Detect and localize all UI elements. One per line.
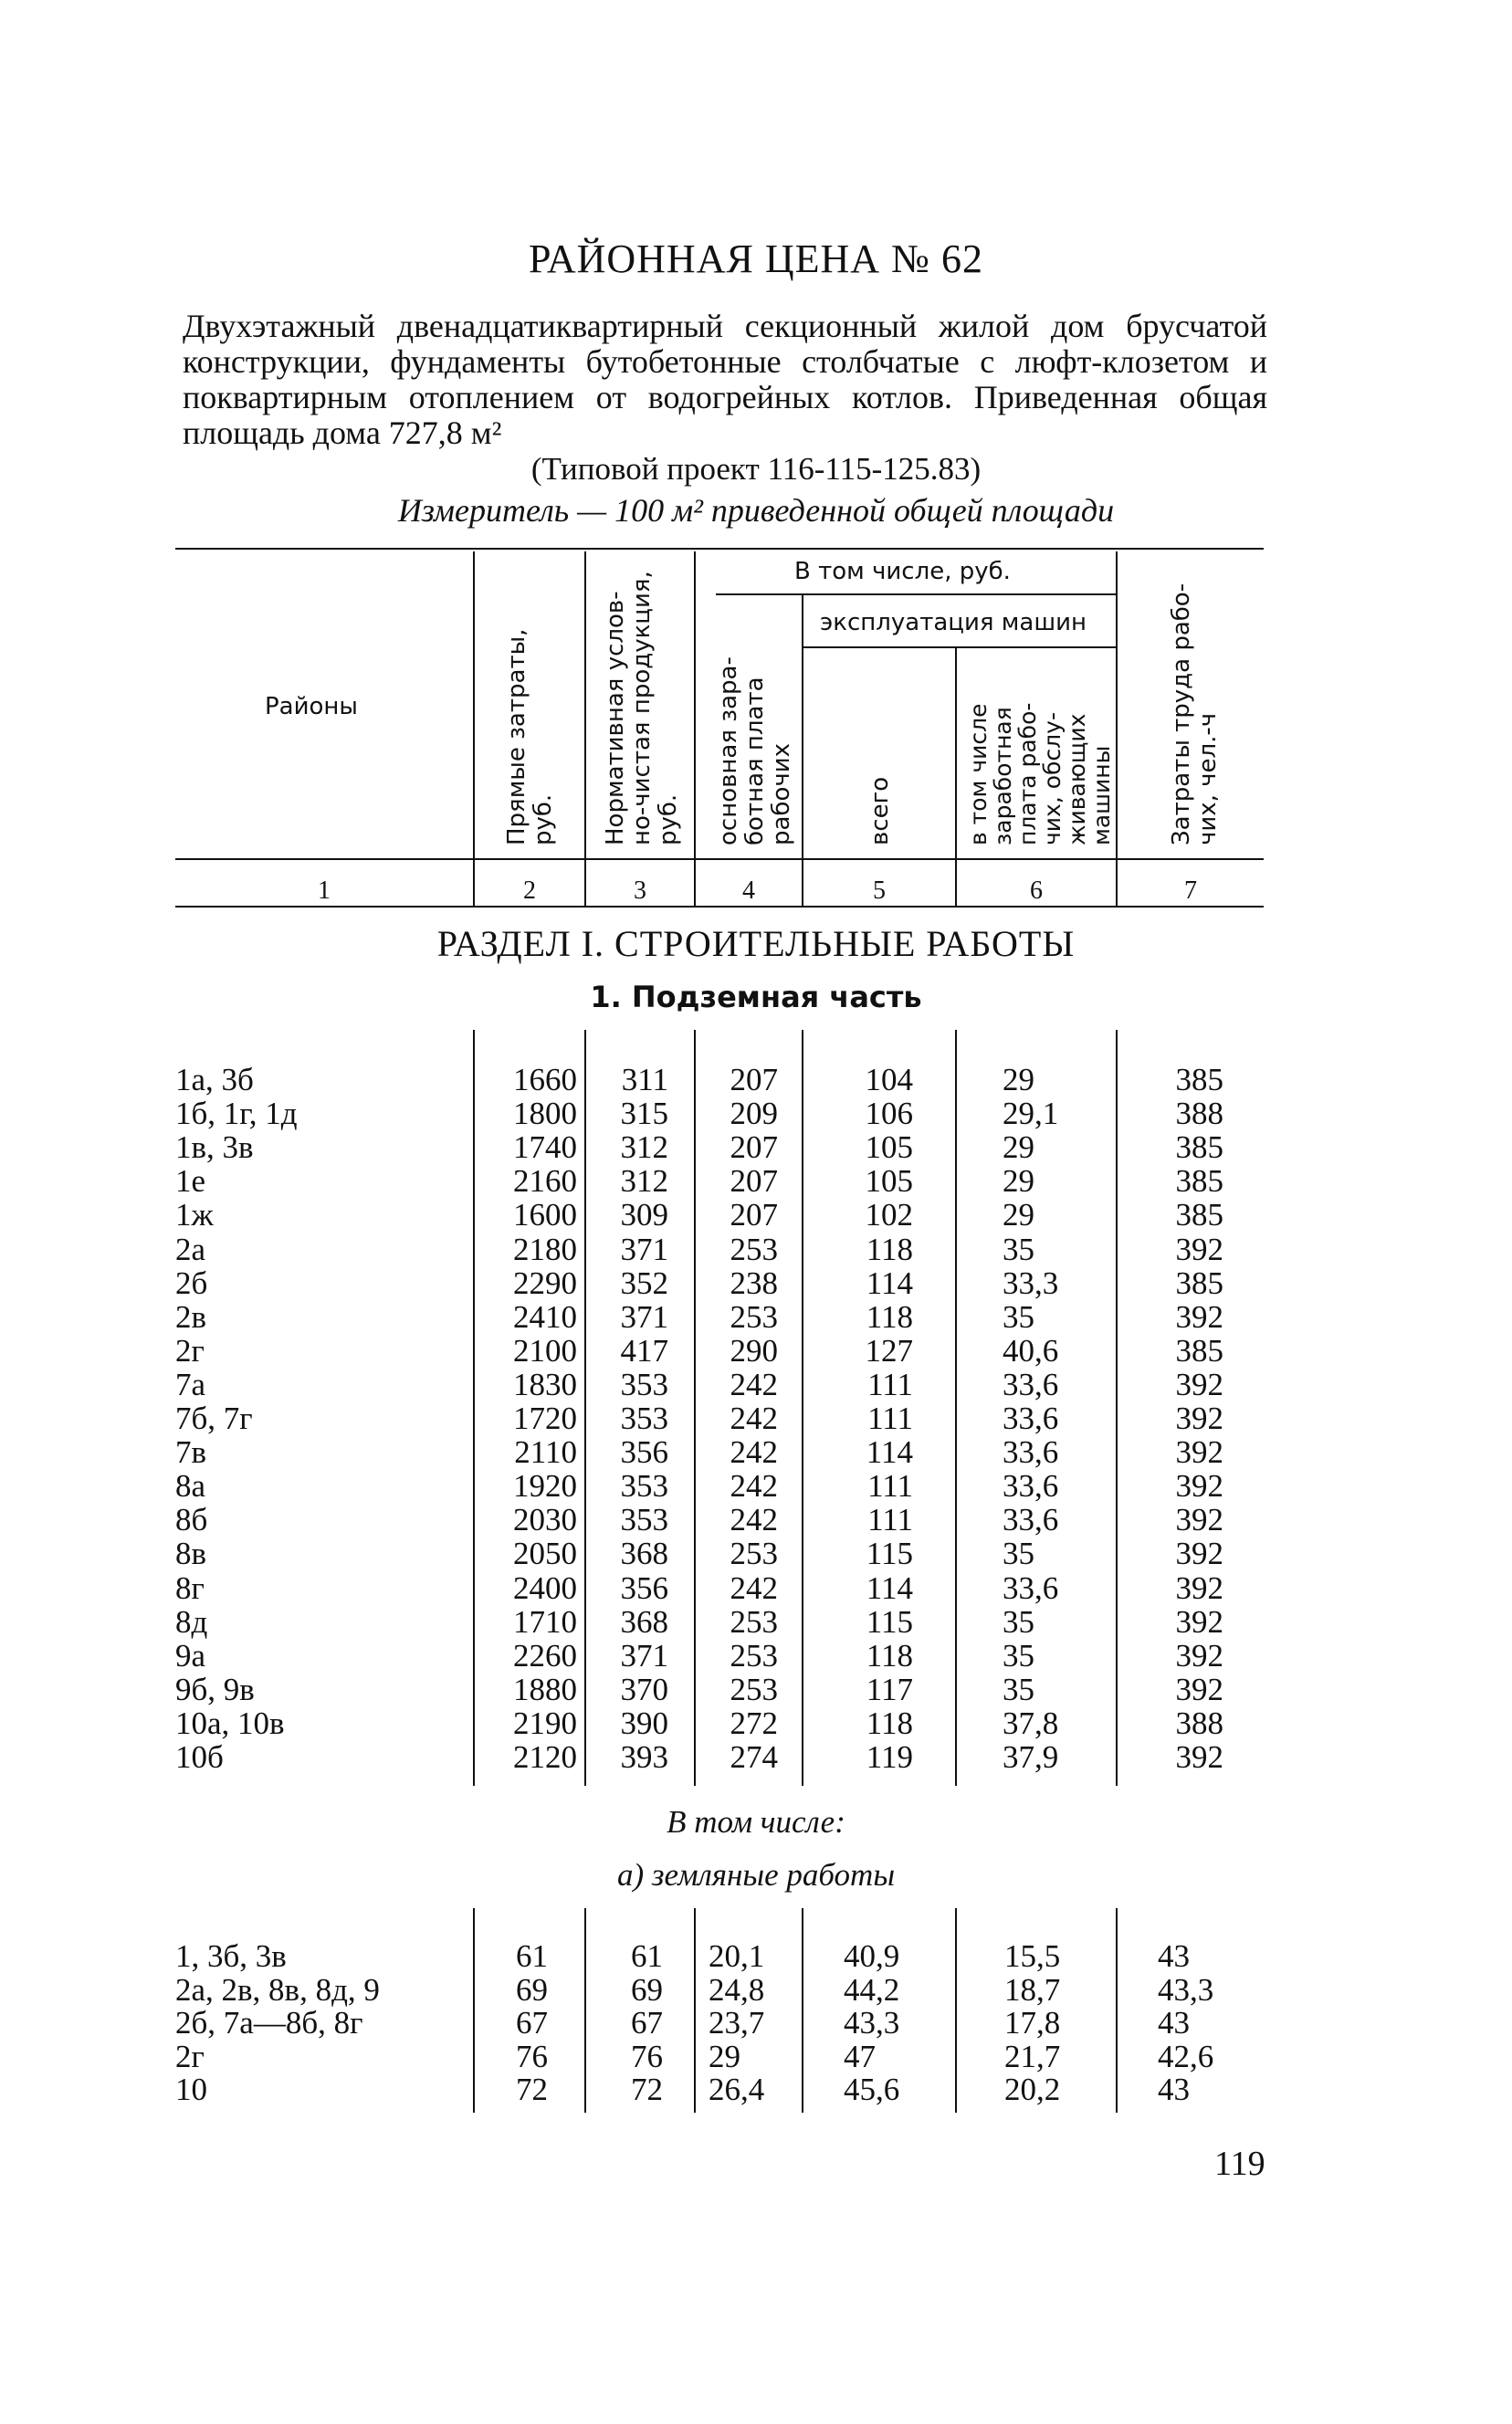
including-label: В том числе: xyxy=(667,1804,845,1840)
region-cell: 8в xyxy=(175,1536,207,1572)
labor-cell: 392 xyxy=(1175,1739,1223,1775)
table-row xyxy=(0,1740,1512,1774)
net-product-cell: 312 xyxy=(620,1129,668,1166)
region-cell: 10б xyxy=(175,1739,224,1775)
header-total: всего xyxy=(866,776,894,845)
header-including: В том числе, руб. xyxy=(794,558,1011,585)
direct-costs-cell: 2260 xyxy=(513,1637,577,1674)
net-product-cell: 353 xyxy=(620,1502,668,1538)
header-normative-net: Нормативная услов-но-чистая продукция, руб. xyxy=(602,571,682,845)
direct-costs-cell: 61 xyxy=(516,1938,548,1974)
header-regions: Районы xyxy=(265,693,358,720)
wage-cell: 20,1 xyxy=(709,1938,765,1974)
machine-total-cell: 106 xyxy=(865,1096,913,1132)
labor-cell: 385 xyxy=(1175,1129,1223,1166)
direct-costs-cell: 69 xyxy=(516,1971,548,2008)
machine-total-cell: 118 xyxy=(866,1705,913,1741)
wage-cell: 242 xyxy=(730,1502,778,1538)
column-number: 7 xyxy=(1184,876,1197,905)
net-product-cell: 67 xyxy=(631,2005,663,2041)
region-cell: 2г xyxy=(175,2038,205,2074)
net-product-cell: 312 xyxy=(620,1163,668,1200)
net-product-cell: 309 xyxy=(620,1197,668,1233)
net-product-cell: 371 xyxy=(620,1637,668,1674)
wage-cell: 253 xyxy=(730,1231,778,1267)
wage-cell: 253 xyxy=(730,1671,778,1707)
labor-cell: 392 xyxy=(1175,1468,1223,1505)
net-product-cell: 371 xyxy=(620,1298,668,1335)
machine-wage-cell: 35 xyxy=(1003,1637,1034,1674)
direct-costs-cell: 1830 xyxy=(513,1366,577,1402)
direct-costs-cell: 2100 xyxy=(513,1332,577,1369)
wage-cell: 253 xyxy=(730,1536,778,1572)
machine-total-cell: 102 xyxy=(865,1197,913,1233)
labor-cell: 392 xyxy=(1175,1231,1223,1267)
region-cell: 2г xyxy=(175,1332,205,1369)
labor-cell: 392 xyxy=(1175,1603,1223,1640)
wage-cell: 242 xyxy=(730,1366,778,1402)
machine-wage-cell: 29 xyxy=(1003,1163,1034,1200)
direct-costs-cell: 2120 xyxy=(513,1739,577,1775)
section-title: РАЗДЕЛ I. СТРОИТЕЛЬНЫЕ РАБОТЫ xyxy=(436,923,1076,964)
machine-total-cell: 104 xyxy=(865,1062,913,1097)
region-cell: 2б xyxy=(175,1264,208,1301)
colnum-bottom-rule xyxy=(175,906,1264,908)
machine-total-cell: 115 xyxy=(866,1536,913,1572)
table-row xyxy=(0,1266,1512,1300)
direct-costs-cell: 1800 xyxy=(513,1096,577,1132)
labor-cell: 385 xyxy=(1175,1062,1223,1097)
machine-total-cell: 115 xyxy=(866,1603,913,1640)
direct-costs-cell: 72 xyxy=(516,2072,548,2107)
net-product-cell: 315 xyxy=(620,1096,668,1132)
wage-cell: 207 xyxy=(730,1062,778,1097)
machine-wage-cell: 35 xyxy=(1003,1536,1034,1572)
machine-wage-cell: 15,5 xyxy=(1004,1938,1061,1974)
machine-total-cell: 105 xyxy=(865,1163,913,1200)
region-cell: 1в, 3в xyxy=(175,1129,254,1166)
region-cell: 7б, 7г xyxy=(175,1401,253,1436)
net-product-cell: 356 xyxy=(620,1569,668,1606)
machine-wage-cell: 29 xyxy=(1003,1062,1034,1097)
labor-cell: 392 xyxy=(1175,1569,1223,1606)
direct-costs-cell: 2160 xyxy=(513,1163,577,1200)
wage-cell: 242 xyxy=(730,1569,778,1606)
table-row xyxy=(0,1469,1512,1503)
wage-cell: 24,8 xyxy=(709,1971,765,2008)
header-incl-wage: в том числе заработная плата рабо-чих, обслу-живающих машины xyxy=(965,702,1115,845)
direct-costs-cell: 2110 xyxy=(514,1434,577,1471)
table-row xyxy=(0,1605,1512,1639)
net-product-cell: 72 xyxy=(631,2072,663,2107)
table-row xyxy=(0,1198,1512,1232)
machine-wage-cell: 17,8 xyxy=(1004,2005,1061,2041)
wage-cell: 253 xyxy=(730,1637,778,1674)
net-product-cell: 69 xyxy=(631,1971,663,2008)
direct-costs-cell: 1740 xyxy=(513,1129,577,1166)
region-cell: 9а xyxy=(175,1637,206,1674)
net-product-cell: 353 xyxy=(620,1468,668,1505)
machine-wage-cell: 33,3 xyxy=(1003,1264,1059,1301)
header-base-wage: основная зара-ботная плата рабочих xyxy=(715,656,795,845)
direct-costs-cell: 1660 xyxy=(513,1062,577,1097)
region-cell: 2в xyxy=(175,1298,207,1335)
header-labor: Затраты труда рабо-чих, чел.-ч xyxy=(1168,582,1222,845)
region-cell: 1а, 3б xyxy=(175,1062,254,1097)
machine-wage-cell: 33,6 xyxy=(1003,1401,1059,1436)
region-cell: 2а xyxy=(175,1231,206,1267)
machine-total-cell: 114 xyxy=(866,1569,913,1606)
machine-wage-cell: 29 xyxy=(1003,1197,1034,1233)
labor-cell: 43 xyxy=(1158,2072,1190,2107)
table-row xyxy=(0,1063,1512,1097)
labor-cell: 385 xyxy=(1175,1264,1223,1301)
machine-wage-cell: 35 xyxy=(1003,1298,1034,1335)
header-divider xyxy=(584,551,586,906)
machine-wage-cell: 29 xyxy=(1003,1129,1034,1166)
wage-cell: 274 xyxy=(730,1739,778,1775)
machine-total-cell: 127 xyxy=(865,1332,913,1369)
table-row xyxy=(0,2040,1512,2073)
labor-cell: 388 xyxy=(1175,1705,1223,1741)
machine-total-cell: 114 xyxy=(866,1264,913,1301)
header-divider xyxy=(955,648,957,906)
machine-wage-cell: 37,9 xyxy=(1003,1739,1059,1775)
wage-cell: 253 xyxy=(730,1603,778,1640)
column-number: 5 xyxy=(873,876,886,905)
machine-wage-cell: 33,6 xyxy=(1003,1468,1059,1505)
table-row xyxy=(0,1233,1512,1266)
machine-wage-cell: 18,7 xyxy=(1004,1971,1061,2008)
machine-total-cell: 45,6 xyxy=(844,2072,900,2107)
net-product-cell: 76 xyxy=(631,2038,663,2074)
net-product-cell: 370 xyxy=(620,1671,668,1707)
table-row xyxy=(0,1503,1512,1537)
labor-cell: 392 xyxy=(1175,1434,1223,1471)
labor-cell: 43,3 xyxy=(1158,1971,1214,2008)
machine-wage-cell: 37,8 xyxy=(1003,1705,1059,1741)
machine-wage-cell: 35 xyxy=(1003,1671,1034,1707)
net-product-cell: 61 xyxy=(631,1938,663,1974)
table-row xyxy=(0,2006,1512,2040)
column-number: 4 xyxy=(742,876,755,905)
header-divider xyxy=(1116,551,1118,906)
table-row xyxy=(0,1368,1512,1401)
table-row xyxy=(0,1639,1512,1673)
machine-total-cell: 111 xyxy=(867,1366,913,1402)
region-cell: 8г xyxy=(175,1569,205,1606)
region-cell: 1ж xyxy=(175,1197,214,1233)
labor-cell: 392 xyxy=(1175,1502,1223,1538)
table-row xyxy=(0,1939,1512,1973)
wage-cell: 253 xyxy=(730,1298,778,1335)
net-product-cell: 352 xyxy=(620,1264,668,1301)
machine-total-cell: 111 xyxy=(867,1468,913,1505)
column-number: 3 xyxy=(634,876,646,905)
project-reference: (Типовой проект 116-115-125.83) xyxy=(530,451,982,487)
machine-total-cell: 111 xyxy=(867,1502,913,1538)
direct-costs-cell: 76 xyxy=(516,2038,548,2074)
wage-cell: 209 xyxy=(730,1096,778,1132)
table-row xyxy=(0,1334,1512,1368)
table-row xyxy=(0,1706,1512,1740)
direct-costs-cell: 2410 xyxy=(513,1298,577,1335)
table-row xyxy=(0,1401,1512,1435)
document-description: Двухэтажный двенадцатиквартирный секционный жилой дом брусчатой конструкции, фундаменты бутобетонные столбчатые с люфт-клозетом и поквартирным отоплением от водогрейных котлов. Приведенная общая площадь дома 727,8 м² xyxy=(183,308,1267,451)
table-row xyxy=(0,2072,1512,2106)
net-product-cell: 393 xyxy=(620,1739,668,1775)
labor-cell: 385 xyxy=(1175,1163,1223,1200)
direct-costs-cell: 1920 xyxy=(513,1468,577,1505)
column-number: 6 xyxy=(1030,876,1043,905)
machine-total-cell: 105 xyxy=(865,1129,913,1166)
region-cell: 8а xyxy=(175,1468,206,1505)
wage-cell: 26,4 xyxy=(709,2072,765,2107)
region-cell: 7а xyxy=(175,1366,206,1402)
machine-total-cell: 111 xyxy=(867,1401,913,1436)
region-cell: 10 xyxy=(175,2072,207,2107)
header-machine-operation: эксплуатация машин xyxy=(820,609,1087,636)
machine-wage-cell: 21,7 xyxy=(1004,2038,1061,2074)
region-cell: 8б xyxy=(175,1502,208,1538)
wage-cell: 207 xyxy=(730,1163,778,1200)
region-cell: 9б, 9в xyxy=(175,1671,255,1707)
wage-cell: 272 xyxy=(730,1705,778,1741)
direct-costs-cell: 2190 xyxy=(513,1705,577,1741)
region-cell: 8д xyxy=(175,1603,208,1640)
wage-cell: 242 xyxy=(730,1468,778,1505)
table-row xyxy=(0,1300,1512,1334)
net-product-cell: 417 xyxy=(620,1332,668,1369)
machine-wage-cell: 29,1 xyxy=(1003,1096,1059,1132)
labor-cell: 388 xyxy=(1175,1096,1223,1132)
subsection-title: 1. Подземная часть xyxy=(590,980,922,1014)
wage-cell: 29 xyxy=(709,2038,740,2074)
machine-wage-cell: 33,6 xyxy=(1003,1569,1059,1606)
labor-cell: 385 xyxy=(1175,1197,1223,1233)
wage-cell: 290 xyxy=(730,1332,778,1369)
region-cell: 2а, 2в, 8в, 8д, 9 xyxy=(175,1971,380,2008)
direct-costs-cell: 2180 xyxy=(513,1231,577,1267)
machine-total-cell: 117 xyxy=(866,1671,913,1707)
header-top-rule xyxy=(175,548,1264,550)
direct-costs-cell: 1710 xyxy=(513,1603,577,1640)
labor-cell: 42,6 xyxy=(1158,2038,1214,2074)
net-product-cell: 390 xyxy=(620,1705,668,1741)
machine-total-cell: 118 xyxy=(866,1231,913,1267)
machine-wage-cell: 33,6 xyxy=(1003,1434,1059,1471)
region-cell: 7в xyxy=(175,1434,207,1471)
header-divider xyxy=(802,595,803,906)
machine-wage-cell: 35 xyxy=(1003,1603,1034,1640)
column-number: 2 xyxy=(523,876,536,905)
machine-total-cell: 118 xyxy=(866,1637,913,1674)
document-title: РАЙОННАЯ ЦЕНА № 62 xyxy=(528,236,984,281)
labor-cell: 392 xyxy=(1175,1671,1223,1707)
earthworks-label: а) земляные работы xyxy=(616,1857,896,1893)
direct-costs-cell: 1600 xyxy=(513,1197,577,1233)
table-row xyxy=(0,1673,1512,1706)
net-product-cell: 356 xyxy=(620,1434,668,1471)
machine-wage-cell: 33,6 xyxy=(1003,1366,1059,1402)
net-product-cell: 368 xyxy=(620,1603,668,1640)
table-row xyxy=(0,1164,1512,1198)
column-number: 1 xyxy=(318,876,331,905)
machine-wage-cell: 40,6 xyxy=(1003,1332,1059,1369)
wage-cell: 23,7 xyxy=(709,2005,765,2041)
table-row xyxy=(0,1130,1512,1164)
direct-costs-cell: 1720 xyxy=(513,1401,577,1436)
table-row xyxy=(0,1973,1512,2007)
labor-cell: 43 xyxy=(1158,2005,1190,2041)
wage-cell: 242 xyxy=(730,1401,778,1436)
wage-cell: 242 xyxy=(730,1434,778,1471)
measure-unit: Измеритель — 100 м² приведенной общей площади xyxy=(397,492,1115,529)
table-row xyxy=(0,1537,1512,1570)
machine-total-cell: 119 xyxy=(866,1739,913,1775)
header-divider xyxy=(694,551,696,906)
direct-costs-cell: 1880 xyxy=(513,1671,577,1707)
wage-cell: 238 xyxy=(730,1264,778,1301)
machine-total-cell: 44,2 xyxy=(844,1971,900,2008)
region-cell: 2б, 7а—8б, 8г xyxy=(175,2005,363,2041)
machine-total-cell: 47 xyxy=(844,2038,876,2074)
labor-cell: 392 xyxy=(1175,1401,1223,1436)
wage-cell: 207 xyxy=(730,1197,778,1233)
region-cell: 1е xyxy=(175,1163,206,1200)
direct-costs-cell: 2030 xyxy=(513,1502,577,1538)
machine-wage-cell: 35 xyxy=(1003,1231,1034,1267)
net-product-cell: 368 xyxy=(620,1536,668,1572)
direct-costs-cell: 2290 xyxy=(513,1264,577,1301)
net-product-cell: 353 xyxy=(620,1401,668,1436)
machine-total-cell: 114 xyxy=(866,1434,913,1471)
table-row xyxy=(0,1571,1512,1605)
machine-wage-cell: 20,2 xyxy=(1004,2072,1061,2107)
net-product-cell: 353 xyxy=(620,1366,668,1402)
labor-cell: 392 xyxy=(1175,1637,1223,1674)
machine-wage-cell: 33,6 xyxy=(1003,1502,1059,1538)
region-cell: 1, 3б, 3в xyxy=(175,1938,287,1974)
machine-total-cell: 118 xyxy=(866,1298,913,1335)
region-cell: 1б, 1г, 1д xyxy=(175,1096,298,1132)
labor-cell: 43 xyxy=(1158,1938,1190,1974)
labor-cell: 392 xyxy=(1175,1366,1223,1402)
region-cell: 10а, 10в xyxy=(175,1705,285,1741)
table-row xyxy=(0,1435,1512,1469)
labor-cell: 392 xyxy=(1175,1536,1223,1572)
header-rule-machines xyxy=(802,646,1116,648)
direct-costs-cell: 2400 xyxy=(513,1569,577,1606)
page-number: 119 xyxy=(1214,2145,1265,2183)
machine-total-cell: 40,9 xyxy=(844,1938,900,1974)
net-product-cell: 371 xyxy=(620,1231,668,1267)
header-direct-costs: Прямые затраты, руб. xyxy=(503,628,557,845)
labor-cell: 392 xyxy=(1175,1298,1223,1335)
header-bottom-rule xyxy=(175,858,1264,860)
direct-costs-cell: 2050 xyxy=(513,1536,577,1572)
header-rule-including xyxy=(716,593,1116,595)
direct-costs-cell: 67 xyxy=(516,2005,548,2041)
labor-cell: 385 xyxy=(1175,1332,1223,1369)
header-divider xyxy=(473,551,475,906)
machine-total-cell: 43,3 xyxy=(844,2005,900,2041)
table-row xyxy=(0,1097,1512,1130)
net-product-cell: 311 xyxy=(621,1062,668,1097)
wage-cell: 207 xyxy=(730,1129,778,1166)
